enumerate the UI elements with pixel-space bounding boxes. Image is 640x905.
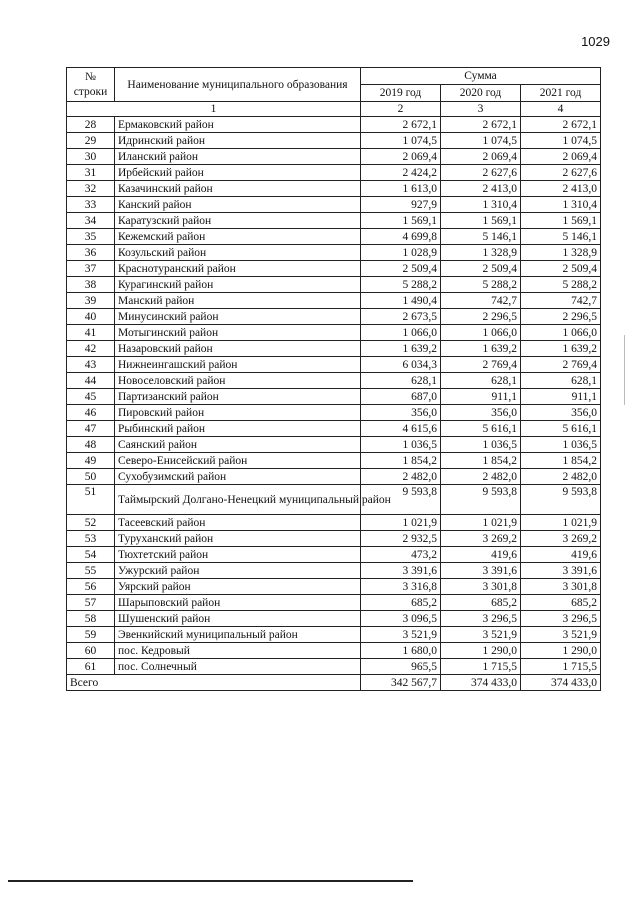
value-2021: 1 290,0: [521, 643, 601, 659]
value-2019: 6 034,3: [361, 357, 441, 373]
municipality-name: Тасеевский район: [115, 515, 361, 531]
table-row: [67, 341, 601, 357]
value-2021: 1 569,1: [521, 213, 601, 229]
value-2019: 356,0: [361, 405, 441, 421]
value-2020: 1 074,5: [441, 133, 521, 149]
row-number: 61: [67, 659, 115, 675]
total-row: [67, 675, 601, 691]
row-number: 37: [67, 261, 115, 277]
table-row: [67, 293, 601, 309]
value-2021: 2 069,4: [521, 149, 601, 165]
municipality-name: Казачинский район: [115, 181, 361, 197]
value-2020: 2 482,0: [441, 469, 521, 485]
table-row: [67, 579, 601, 595]
value-2019: 9 593,8: [361, 485, 441, 515]
value-2021: 2 509,4: [521, 261, 601, 277]
municipality-name: Каратузский район: [115, 213, 361, 229]
row-number: 56: [67, 579, 115, 595]
row-number: 48: [67, 437, 115, 453]
table-row: [67, 325, 601, 341]
table-row: [67, 643, 601, 659]
row-number: 33: [67, 197, 115, 213]
municipality-name: Пировский район: [115, 405, 361, 421]
municipality-name: Шарыповский район: [115, 595, 361, 611]
value-2021: 2 627,6: [521, 165, 601, 181]
value-2020: 1 021,9: [441, 515, 521, 531]
value-2020: 1 328,9: [441, 245, 521, 261]
table-row: [67, 277, 601, 293]
value-2021: 1 036,5: [521, 437, 601, 453]
value-2021: 1 328,9: [521, 245, 601, 261]
value-2020: 1 310,4: [441, 197, 521, 213]
table-row: [67, 627, 601, 643]
header-year-2021: 2021 год: [521, 85, 601, 102]
value-2020: 911,1: [441, 389, 521, 405]
value-2021: 2 769,4: [521, 357, 601, 373]
table-row: [67, 453, 601, 469]
row-number: 55: [67, 563, 115, 579]
municipality-name: Идринский район: [115, 133, 361, 149]
row-number: 35: [67, 229, 115, 245]
value-2021: 419,6: [521, 547, 601, 563]
municipality-name: Эвенкийский муниципальный район: [115, 627, 361, 643]
value-2021: 911,1: [521, 389, 601, 405]
header-sum: Сумма: [361, 68, 601, 85]
value-2020: 742,7: [441, 293, 521, 309]
value-2020: 5 288,2: [441, 277, 521, 293]
row-number: 53: [67, 531, 115, 547]
value-2020: 1 639,2: [441, 341, 521, 357]
scan-margin-mark: [624, 335, 625, 405]
value-2020: 2 509,4: [441, 261, 521, 277]
value-2019: 3 521,9: [361, 627, 441, 643]
table-row: [67, 547, 601, 563]
header-col-number-4: 4: [521, 102, 601, 117]
row-number: 41: [67, 325, 115, 341]
municipality-name: Курагинский район: [115, 277, 361, 293]
value-2019: 1 066,0: [361, 325, 441, 341]
table-row: [67, 165, 601, 181]
table-row: [67, 117, 601, 133]
table-row: [67, 133, 601, 149]
municipality-name: Туруханский район: [115, 531, 361, 547]
value-2021: 5 616,1: [521, 421, 601, 437]
value-2019: 628,1: [361, 373, 441, 389]
header-row-number: № строки: [67, 68, 115, 102]
value-2020: 1 715,5: [441, 659, 521, 675]
table-row: [67, 563, 601, 579]
value-2019: 1 074,5: [361, 133, 441, 149]
total-2019: 342 567,7: [361, 675, 441, 691]
table-row: [67, 309, 601, 325]
table-row: [67, 485, 601, 515]
municipality-name: Уярский район: [115, 579, 361, 595]
row-number: 38: [67, 277, 115, 293]
row-number: 44: [67, 373, 115, 389]
value-2020: 3 269,2: [441, 531, 521, 547]
municipality-name: Ужурский район: [115, 563, 361, 579]
value-2021: 742,7: [521, 293, 601, 309]
value-2021: 9 593,8: [521, 485, 601, 515]
municipality-name: Нижнеингашский район: [115, 357, 361, 373]
municipality-name: Партизанский район: [115, 389, 361, 405]
value-2020: 3 296,5: [441, 611, 521, 627]
value-2021: 1 310,4: [521, 197, 601, 213]
table-row: [67, 197, 601, 213]
value-2019: 687,0: [361, 389, 441, 405]
table-row: [67, 373, 601, 389]
value-2020: 2 627,6: [441, 165, 521, 181]
value-2020: 3 391,6: [441, 563, 521, 579]
value-2020: 2 672,1: [441, 117, 521, 133]
value-2021: 5 146,1: [521, 229, 601, 245]
value-2021: 628,1: [521, 373, 601, 389]
value-2019: 3 316,8: [361, 579, 441, 595]
table-row: [67, 421, 601, 437]
table-row: [67, 213, 601, 229]
table-row: [67, 437, 601, 453]
municipality-name: Таймырский Долгано-Ненецкий муниципальный район: [115, 485, 361, 515]
value-2019: 1 613,0: [361, 181, 441, 197]
value-2019: 2 509,4: [361, 261, 441, 277]
value-2021: 3 296,5: [521, 611, 601, 627]
row-number: 50: [67, 469, 115, 485]
value-2020: 2 413,0: [441, 181, 521, 197]
value-2020: 628,1: [441, 373, 521, 389]
value-2021: 1 066,0: [521, 325, 601, 341]
value-2019: 2 424,2: [361, 165, 441, 181]
value-2019: 1 680,0: [361, 643, 441, 659]
municipality-name: Тюхтетский район: [115, 547, 361, 563]
value-2019: 5 288,2: [361, 277, 441, 293]
value-2019: 1 036,5: [361, 437, 441, 453]
total-2021: 374 433,0: [521, 675, 601, 691]
row-number: 58: [67, 611, 115, 627]
row-number: 29: [67, 133, 115, 149]
row-number: 45: [67, 389, 115, 405]
row-number: 32: [67, 181, 115, 197]
table-header: [67, 68, 601, 117]
budget-table: [66, 67, 601, 691]
row-number: 28: [67, 117, 115, 133]
table-row: [67, 181, 601, 197]
table-row: [67, 261, 601, 277]
municipality-name: Рыбинский район: [115, 421, 361, 437]
row-number: 42: [67, 341, 115, 357]
value-2020: 2 769,4: [441, 357, 521, 373]
row-number: 36: [67, 245, 115, 261]
value-2021: 2 672,1: [521, 117, 601, 133]
table-row: [67, 531, 601, 547]
table-row: [67, 245, 601, 261]
value-2021: 3 391,6: [521, 563, 601, 579]
value-2021: 1 715,5: [521, 659, 601, 675]
value-2020: 9 593,8: [441, 485, 521, 515]
value-2021: 2 482,0: [521, 469, 601, 485]
total-label: Всего: [67, 675, 361, 691]
row-number: 52: [67, 515, 115, 531]
value-2019: 3 096,5: [361, 611, 441, 627]
municipality-name: пос. Кедровый: [115, 643, 361, 659]
value-2019: 3 391,6: [361, 563, 441, 579]
value-2021: 685,2: [521, 595, 601, 611]
value-2021: 2 296,5: [521, 309, 601, 325]
value-2019: 2 932,5: [361, 531, 441, 547]
value-2021: 1 021,9: [521, 515, 601, 531]
row-number: 51: [67, 485, 115, 515]
value-2019: 2 672,1: [361, 117, 441, 133]
municipality-name: пос. Солнечный: [115, 659, 361, 675]
table-row: [67, 515, 601, 531]
row-number: 34: [67, 213, 115, 229]
row-number: 59: [67, 627, 115, 643]
municipality-name: Минусинский район: [115, 309, 361, 325]
row-number: 54: [67, 547, 115, 563]
table-row: [67, 229, 601, 245]
row-number: 39: [67, 293, 115, 309]
table-row: [67, 659, 601, 675]
row-number: 40: [67, 309, 115, 325]
value-2020: 419,6: [441, 547, 521, 563]
value-2019: 2 673,5: [361, 309, 441, 325]
value-2020: 1 290,0: [441, 643, 521, 659]
municipality-name: Козульский район: [115, 245, 361, 261]
value-2019: 1 028,9: [361, 245, 441, 261]
value-2021: 1 639,2: [521, 341, 601, 357]
value-2019: 2 482,0: [361, 469, 441, 485]
value-2019: 1 854,2: [361, 453, 441, 469]
table-row: [67, 469, 601, 485]
value-2021: 1 854,2: [521, 453, 601, 469]
municipality-name: Новоселовский район: [115, 373, 361, 389]
value-2020: 1 854,2: [441, 453, 521, 469]
municipality-name: Иланский район: [115, 149, 361, 165]
value-2020: 1 036,5: [441, 437, 521, 453]
municipality-name: Саянский район: [115, 437, 361, 453]
header-col-number-2: 2: [361, 102, 441, 117]
header-municipality-name: Наименование муниципального образования: [115, 68, 361, 102]
value-2020: 5 146,1: [441, 229, 521, 245]
value-2020: 3 521,9: [441, 627, 521, 643]
municipality-name: Шушенский район: [115, 611, 361, 627]
header-col-number-1: 1: [67, 102, 361, 117]
municipality-name: Мотыгинский район: [115, 325, 361, 341]
value-2019: 2 069,4: [361, 149, 441, 165]
value-2019: 685,2: [361, 595, 441, 611]
value-2019: 4 615,6: [361, 421, 441, 437]
header-col-number-3: 3: [441, 102, 521, 117]
municipality-name: Канский район: [115, 197, 361, 213]
value-2019: 1 021,9: [361, 515, 441, 531]
value-2021: 2 413,0: [521, 181, 601, 197]
value-2019: 473,2: [361, 547, 441, 563]
value-2020: 5 616,1: [441, 421, 521, 437]
value-2021: 5 288,2: [521, 277, 601, 293]
value-2020: 2 296,5: [441, 309, 521, 325]
table-row: [67, 389, 601, 405]
row-number: 46: [67, 405, 115, 421]
value-2020: 356,0: [441, 405, 521, 421]
municipality-name: Сухобузимский район: [115, 469, 361, 485]
value-2021: 3 301,8: [521, 579, 601, 595]
value-2020: 1 569,1: [441, 213, 521, 229]
table-row: [67, 149, 601, 165]
value-2021: 356,0: [521, 405, 601, 421]
page-number: 1029: [581, 34, 610, 49]
row-number: 43: [67, 357, 115, 373]
row-number: 31: [67, 165, 115, 181]
municipality-name: Ермаковский район: [115, 117, 361, 133]
row-number: 60: [67, 643, 115, 659]
table-row: [67, 405, 601, 421]
row-number: 57: [67, 595, 115, 611]
value-2019: 1 639,2: [361, 341, 441, 357]
row-number: 47: [67, 421, 115, 437]
header-year-2020: 2020 год: [441, 85, 521, 102]
table-row: [67, 611, 601, 627]
value-2020: 1 066,0: [441, 325, 521, 341]
municipality-name: Кежемский район: [115, 229, 361, 245]
value-2020: 685,2: [441, 595, 521, 611]
value-2019: 927,9: [361, 197, 441, 213]
municipality-name: Ирбейский район: [115, 165, 361, 181]
total-2020: 374 433,0: [441, 675, 521, 691]
value-2021: 3 521,9: [521, 627, 601, 643]
municipality-name: Манский район: [115, 293, 361, 309]
table-footer: [67, 675, 601, 691]
value-2020: 2 069,4: [441, 149, 521, 165]
value-2019: 1 490,4: [361, 293, 441, 309]
value-2021: 1 074,5: [521, 133, 601, 149]
municipality-name: Северо-Енисейский район: [115, 453, 361, 469]
row-number: 49: [67, 453, 115, 469]
value-2020: 3 301,8: [441, 579, 521, 595]
municipality-name: Краснотуранский район: [115, 261, 361, 277]
table-body: [67, 117, 601, 675]
header-year-2019: 2019 год: [361, 85, 441, 102]
value-2019: 4 699,8: [361, 229, 441, 245]
row-number: 30: [67, 149, 115, 165]
bottom-rule: [8, 880, 413, 882]
table-row: [67, 595, 601, 611]
table-row: [67, 357, 601, 373]
value-2019: 965,5: [361, 659, 441, 675]
value-2019: 1 569,1: [361, 213, 441, 229]
value-2021: 3 269,2: [521, 531, 601, 547]
municipality-name: Назаровский район: [115, 341, 361, 357]
